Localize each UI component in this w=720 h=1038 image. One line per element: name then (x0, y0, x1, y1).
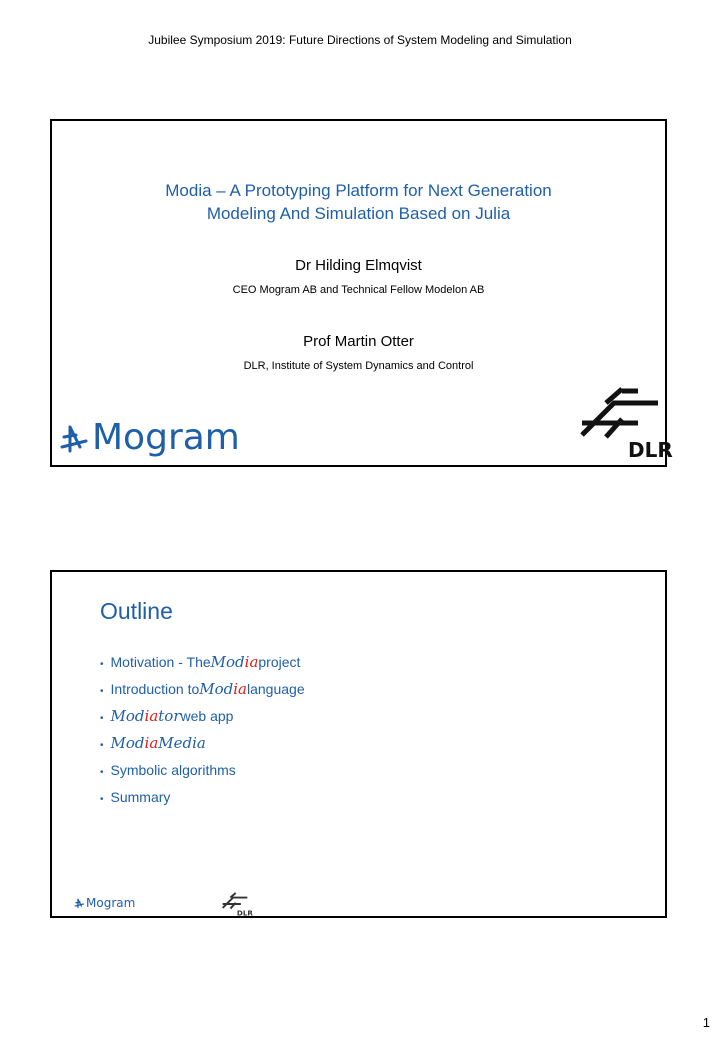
title-slide (50, 119, 673, 467)
slide-title (52, 179, 665, 225)
mogram-mark-icon (74, 897, 86, 909)
modia-word: Modia (210, 653, 259, 671)
page-header: Jubilee Symposium 2019: Future Directions of System Modeling and Simulation (148, 33, 572, 47)
mogram-wordmark: Mogram (86, 896, 136, 910)
affiliation-1: CEO Mogram AB and Technical Fellow Modelon AB (232, 284, 485, 296)
modia-word: Modia (199, 680, 247, 698)
bullet-icon: • (100, 713, 104, 724)
title-line-1: Modia – A Prototyping Platform for Next Generation (165, 181, 552, 200)
title-line-2: Modeling And Simulation Based on Julia (206, 204, 511, 223)
dlr-wordmark: DLR (628, 438, 673, 462)
bullet-text: Summary (110, 789, 171, 805)
list-item (100, 760, 305, 787)
bullet-text: Introduction to (110, 681, 200, 697)
affiliation-2: DLR, Institute of System Dynamics and Control (243, 360, 474, 372)
dlr-logo (576, 389, 673, 468)
bullet-icon: • (100, 659, 104, 670)
list-item (100, 706, 305, 733)
bullet-text: language (247, 681, 305, 697)
bullet-icon: • (100, 686, 104, 697)
list-item (100, 733, 305, 760)
mogram-wordmark: Mogram (92, 417, 240, 458)
list-item (100, 679, 305, 706)
outline-list (100, 652, 305, 814)
bullet-icon: • (100, 740, 104, 751)
list-item (100, 652, 305, 679)
bullet-text: web app (180, 708, 234, 724)
mogram-logo (58, 417, 240, 458)
modiamedia-word: ModiaMedia (110, 734, 206, 752)
mogram-mark-icon (58, 421, 94, 455)
bullet-icon: • (100, 767, 104, 778)
list-item (100, 787, 305, 814)
page-number: 1 (702, 1015, 710, 1030)
modiator-word: Modiator (110, 707, 181, 725)
dlr-wordmark: DLR (236, 908, 253, 918)
bullet-text: project (258, 654, 301, 670)
author-1: Dr Hilding Elmqvist (295, 257, 422, 274)
mogram-logo-small (74, 896, 135, 910)
bullet-text: Symbolic algorithms (110, 762, 236, 778)
author-2: Prof Martin Otter (303, 333, 414, 350)
dlr-logo-small (220, 893, 253, 922)
outline-title: Outline (100, 598, 173, 624)
outline-slide (50, 570, 667, 918)
bullet-icon: • (100, 794, 104, 805)
bullet-text: Motivation - The (110, 654, 211, 670)
dlr-mark-icon (576, 389, 673, 463)
dlr-mark-icon (220, 893, 253, 918)
